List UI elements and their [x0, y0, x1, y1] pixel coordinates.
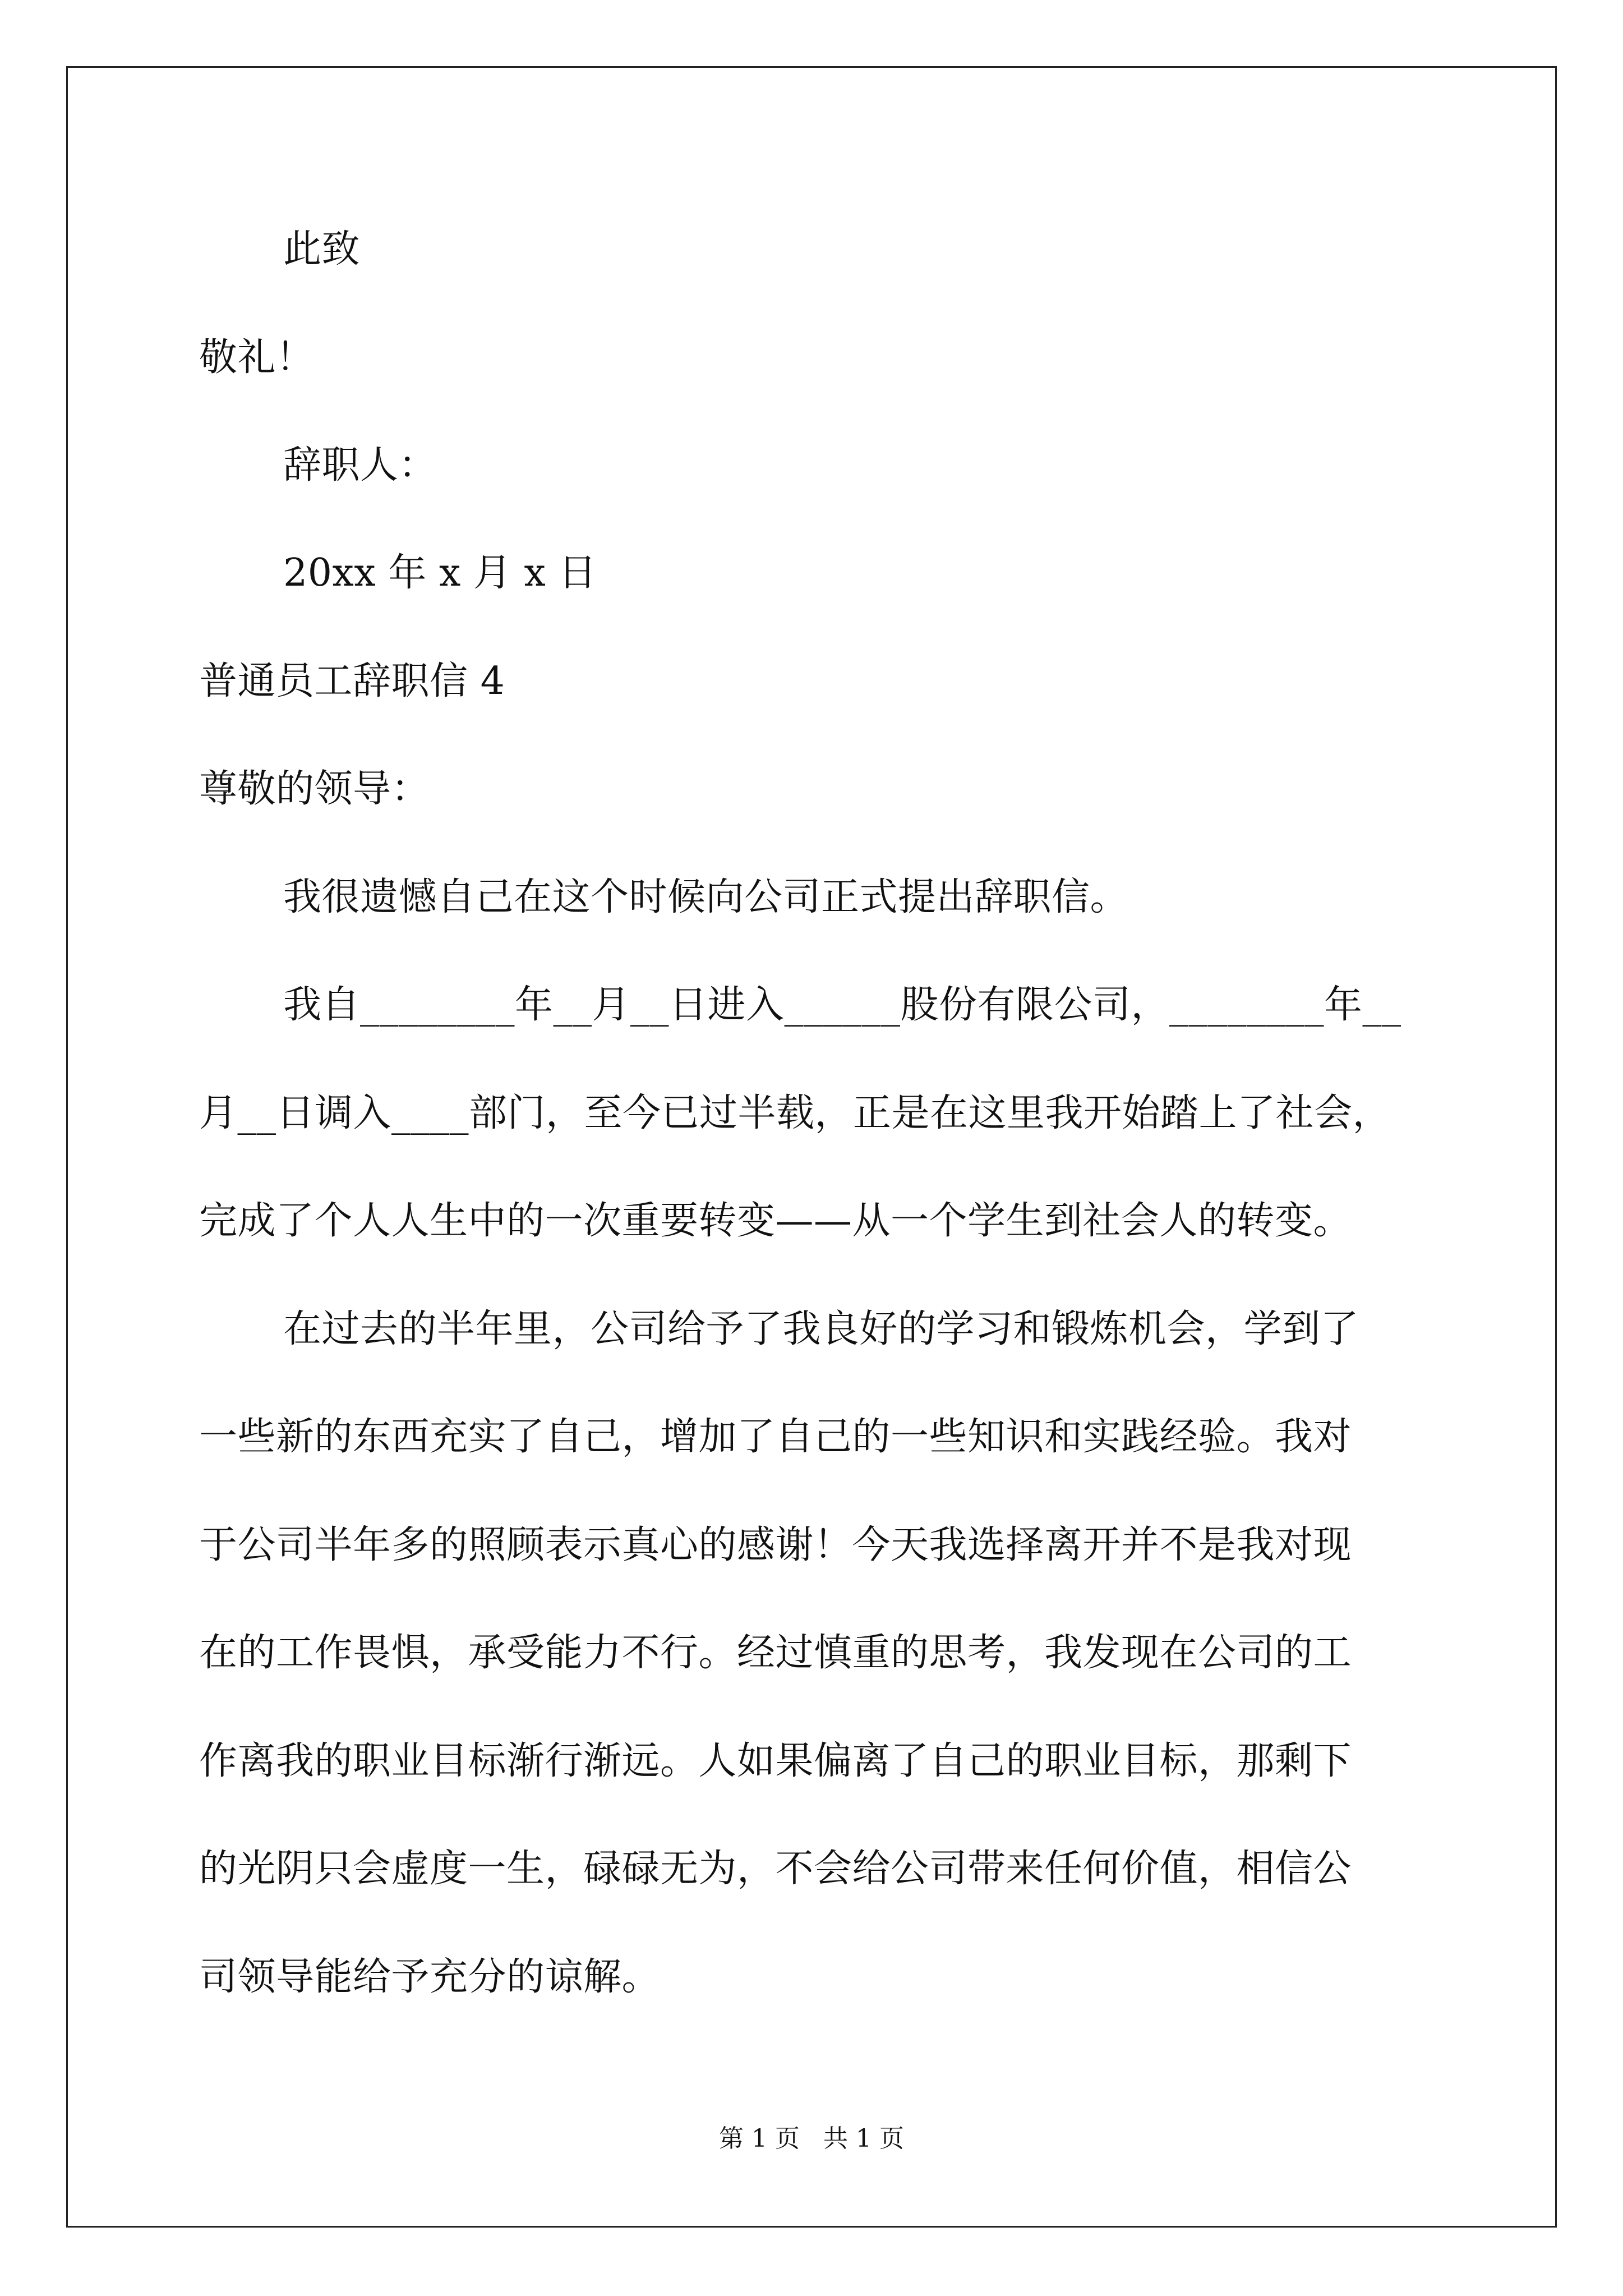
paragraph-line: 司领导能给予充分的谅解。 [199, 1955, 661, 1999]
signature-label: 辞职人： [283, 443, 437, 487]
date-line: 20xx 年 x 月 x 日 [283, 551, 597, 595]
paragraph-line: 在的工作畏惧，承受能力不行。经过慎重的思考，我发现在公司的工 [199, 1631, 1352, 1675]
paragraph-line: 一些新的东西充实了自己，增加了自己的一些知识和实践经验。我对 [199, 1415, 1352, 1459]
paragraph-line: 的光阴只会虚度一生，碌碌无为，不会给公司带来任何价值，相信公 [199, 1847, 1352, 1891]
closing-salutation: 此致 [283, 227, 361, 272]
closing-regards: 敬礼！ [199, 335, 315, 380]
paragraph-line: 我自________年__月__日进入______股份有限公司，________年__ [283, 983, 1401, 1027]
page-footer: 第 1 页 共 1 页 [719, 2124, 904, 2153]
paragraph-line: 我很遗憾自己在这个时候向公司正式提出辞职信。 [283, 875, 1129, 919]
paragraph-line: 作离我的职业目标渐行渐远。人如果偏离了自己的职业目标，那剩下 [199, 1739, 1352, 1783]
section-title: 普通员工辞职信 4 [199, 659, 505, 703]
page-border [66, 66, 1557, 2228]
paragraph-line: 于公司半年多的照顾表示真心的感谢！今天我选择离开并不是我对现 [199, 1523, 1352, 1567]
paragraph-line: 月__日调入____部门，至今已过半载，正是在这里我开始踏上了社会， [199, 1091, 1391, 1135]
greeting: 尊敬的领导： [199, 767, 430, 811]
paragraph-line: 在过去的半年里，公司给予了我良好的学习和锻炼机会，学到了 [283, 1307, 1359, 1351]
paragraph-line: 完成了个人人生中的一次重要转变——从一个学生到社会人的转变。 [199, 1199, 1352, 1243]
